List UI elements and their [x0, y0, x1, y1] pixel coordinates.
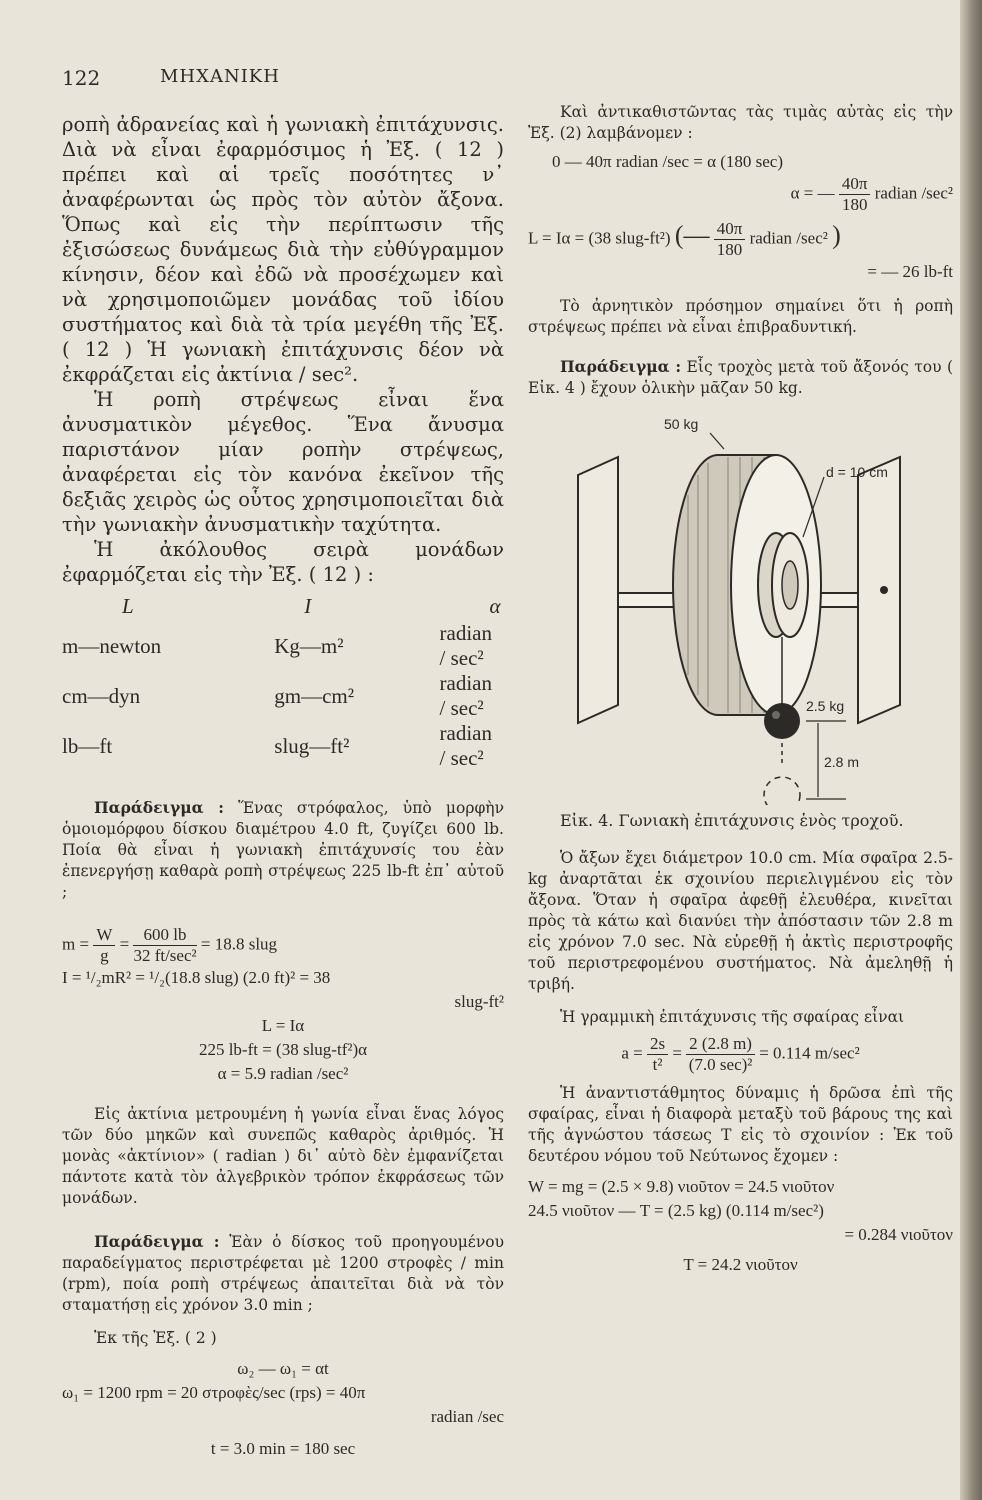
equation-inertia: I = ¹/₂mR² = ¹/₂(18.8 slug) (2.0 ft)² = 38 [62, 968, 331, 987]
eq-num: 600 lb [133, 925, 196, 946]
example-text: Ἐὰν ὁ δίσκος τοῦ προηγουμένου παραδείγματος περιστρέφεται μὲ 1200 στροφὲς / min (rpm), ποία ροπὴ στρέψεως ἀπαιτεῖται διὰ νὰ τὸν σταματήσῃ εἰς χρόνον 3.0 min ; [62, 1233, 505, 1314]
equation: 0 — 40π radian /sec = α (180 sec) [552, 152, 784, 171]
equation-omega: ω₂ — ω₁ = αt [237, 1359, 329, 1378]
eq-num: 40π [714, 219, 746, 240]
eq-part: α = — [790, 183, 835, 203]
ball [764, 703, 800, 739]
paragraph: Ἡ ἀκόλουθος σειρὰ μονάδων ἐφαρμόζεται εἰς τὴν Ἐξ. ( 12 ) : [62, 538, 504, 586]
eq-part: m = [62, 934, 90, 954]
page-edge [960, 0, 982, 1500]
example-label: Παράδειγμα : [94, 798, 224, 817]
example-text: Ἕνας στρόφαλος, ὑπὸ μορφὴν ὁμοιομόρφου δίσκου διαμέτρου 4.0 ft, ζυγίζει 600 lb. Ποία θὰ εἶναι ἡ γωνιακὴ ἐπιτάχυνσίς του ἐὰν ἐπενεργήσῃ καθαρὰ ροπὴ στρέψεως 225 lb-ft ἐπ᾽ αὐτοῦ ; [62, 799, 505, 901]
paren-open: (— [674, 220, 710, 250]
units-table [62, 591, 504, 771]
units-header-alpha: α [489, 593, 501, 618]
example-label: Παράδειγμα : [560, 357, 682, 376]
label-distance: 2.8 m [824, 754, 860, 770]
paragraph: Ἡ ἀναντιστάθμητος δύναμις ἡ δρῶσα ἐπὶ τῆς σφαίρας, εἶναι ἡ διαφορὰ μεταξὺ τοῦ βάρους της καὶ τῆς ἀγνώστου τάσεως T εἰς τὸ σχοινίον : Ἐκ τοῦ δευτέρου νόμου τοῦ Νεύτωνος ἔχομεν : [528, 1084, 953, 1165]
eq-den: 180 [716, 240, 743, 259]
equation-alpha: α = 5.9 radian /sec² [217, 1064, 349, 1083]
example-label: Παράδειγμα : [94, 1232, 220, 1251]
table-cell: cm—dyn [62, 683, 141, 708]
table-cell: radian / sec² [439, 721, 492, 770]
equation-mass [62, 925, 504, 966]
paragraph: ροπὴ ἀδρανείας καὶ ἡ γωνιακὴ ἐπιτάχυνσις. Διὰ νὰ εἶναι ἐφαρμόσιμος ἡ Ἐξ. ( 12 ) πρέπει καὶ αἱ τρεῖς ποσότητες ν᾽ ἀναφέρωνται ὡς πρὸς τὸν αὐτὸν ἄξονα. Ὅπως καὶ εἰς τὴν περίπτωσιν τῆς ἐξισώσεως δυνάμεως διὰ τὴν εὐθύγραμμον κίνησιν, δέον καὶ ἐδῶ νὰ προσέχωμεν καὶ νὰ χρησιμοποιῶμεν μονάδας τοῦ ἰδίου συστήματος καὶ διὰ τὰ τρία μεγέθη τῆς Ἐξ. ( 12 ) Ἡ γωνιακὴ ἐπιτάχυνσις δέον νὰ ἐκφράζεται εἰς ἀκτίνια / sec². [62, 113, 504, 386]
ball-highlight [772, 711, 780, 719]
fraction [133, 925, 196, 966]
paragraph: Ἡ ροπὴ στρέψεως εἶναι ἕνα ἀνυσματικὸν μέγεθος. Ἕνα ἄνυσμα παριστάνον μίαν ροπὴν στρέψεως, ἀναφέρεται εἰς τὸν κανόνα ἐκεῖνον τῆς δεξιᾶς χειρὸς ὡς οὗτος χρησιμοποιεῖται διὰ τὴν γωνιακὴν ἀνυσματικὴν ταχύτητα. [62, 388, 504, 536]
example-text: Εἷς τροχὸς μετὰ τοῦ ἄξονός του ( Εἰκ. 4 ) ἔχουν ὁλικὴν μᾶζαν 50 kg. [528, 358, 953, 397]
eq-part: L = Iα = (38 slug-ft²) [528, 228, 671, 248]
equation-tension: 24.5 νιοῦτον — T = (2.5 kg) (0.114 m/sec²) [528, 1201, 824, 1220]
paragraph: Ἐκ τῆς Ἐξ. ( 2 ) [94, 1329, 217, 1347]
eq-part: = 0.114 m/sec² [759, 1043, 860, 1063]
equation-weight: W = mg = (2.5 × 9.8) νιοῦτον = 24.5 νιοῦτον [528, 1177, 835, 1196]
ball-final-position [764, 777, 800, 805]
equation-substitution: 225 lb-ft = (38 slug-tf²)α [198, 1040, 368, 1059]
label-axle-diameter: d = 10 cm [826, 464, 888, 480]
eq-den: 180 [841, 195, 868, 214]
fraction [93, 925, 115, 966]
eq-num: W [93, 925, 115, 946]
paragraph: Ὁ ἄξων ἔχει διάμετρον 10.0 cm. Μία σφαῖρα 2.5-kg ἀναρτᾶται ἐκ σχοινίου περιελιγμένου εἰς τὸν ἄξονα. Ὅταν ἡ σφαῖρα ἀφεθῇ ἐλευθέρα, κινεῖται πρὸς τὰ κάτω καὶ διανύει τὴν ἀπόστασιν τῶν 2.8 m εἰς χρόνον 7.0 sec. Νὰ εὑρεθῇ ἡ ἀκτὶς περιστροφῆς τοῦ περιστρεφομένου συστήματος. Νὰ ἀμεληθῇ ἡ τριβή. [528, 849, 953, 993]
eq-part: radian /sec² [874, 183, 953, 203]
table-row [62, 621, 504, 671]
leader-mass [710, 433, 724, 449]
table-cell: radian / sec² [439, 671, 492, 720]
left-column [62, 112, 504, 1461]
eq-equals: = [672, 1043, 682, 1063]
eq-part: = 18.8 slug [200, 934, 278, 954]
example-2 [62, 1231, 504, 1316]
fraction [647, 1034, 668, 1075]
wheel-figure [528, 405, 953, 805]
equation-alpha [528, 174, 953, 215]
equation-tension-result: = 0.284 νιοῦτον [844, 1225, 953, 1244]
equation-omega1-unit: radian /sec [430, 1407, 504, 1426]
left-support [578, 457, 618, 723]
right-column [528, 102, 953, 1277]
table-cell: m—newton [62, 633, 162, 658]
table-cell: gm—cm² [274, 683, 355, 708]
equation-time: t = 3.0 min = 180 sec [210, 1439, 356, 1458]
units-header-L: L [122, 593, 134, 618]
equation-T: T = 24.2 νιοῦτον [683, 1255, 798, 1274]
hub-center [782, 561, 798, 609]
table-row [62, 671, 504, 721]
equation-torque [528, 219, 953, 260]
eq-den: g [100, 946, 109, 965]
table-cell: lb—ft [62, 733, 113, 758]
eq-den: (7.0 sec)² [688, 1055, 753, 1074]
eq-part: a = [621, 1043, 643, 1063]
table-cell: Kg—m² [274, 633, 344, 658]
equation-omega1: ω₁ = 1200 rpm = 20 στροφὲς/sec (rps) = 40π [62, 1383, 366, 1402]
eq-part: = [119, 934, 130, 954]
running-header: ΜΗΧΑΝΙΚΗ [160, 66, 280, 87]
table-cell: slug—ft² [274, 733, 350, 758]
eq-num: 2 (2.8 m) [686, 1034, 755, 1055]
example-3 [528, 356, 953, 399]
paren-close: ) [832, 220, 841, 250]
units-header-I: I [304, 593, 312, 618]
example-1 [62, 797, 504, 903]
paragraph: Τὸ ἀρνητικὸν πρόσημον σημαίνει ὅτι ἡ ροπὴ στρέψεως πρέπει νὰ εἶναι ἐπιβραδυντική. [528, 297, 953, 336]
page-number: 122 [62, 66, 101, 90]
equation-result: = — 26 lb-ft [867, 262, 953, 281]
eq-den: 32 ft/sec² [133, 946, 197, 965]
fraction [714, 219, 746, 260]
eq-num: 2s [647, 1034, 668, 1055]
eq-num: 40π [839, 174, 871, 195]
paragraph: Ἡ γραμμικὴ ἐπιτάχυνσις τῆς σφαίρας εἶναι [560, 1008, 905, 1026]
label-wheel-mass: 50 kg [664, 416, 699, 432]
figure-caption: Εἰκ. 4. Γωνιακὴ ἐπιτάχυνσις ἑνὸς τροχοῦ. [560, 811, 904, 830]
right-support [858, 457, 900, 723]
equation-inertia-unit: slug-ft² [454, 992, 504, 1011]
equation-accel [528, 1034, 953, 1075]
eq-part: radian /sec² [749, 228, 828, 248]
paragraph: Καὶ ἀντικαθιστῶντας τὰς τιμὰς αὐτὰς εἰς τὴν Ἐξ. (2) λαμβάνομεν : [528, 103, 953, 142]
equation-newton-rot: L = Iα [261, 1016, 305, 1035]
paragraph: Εἰς ἀκτίνια μετρουμένη ἡ γωνία εἶναι ἕνας λόγος τῶν δύο μηκῶν καὶ συνεπῶς καθαρὸς ἀριθμός. Ἡ μονὰς «ἀκτίνιον» ( radian ) δι᾽ αὐτὸ δὲν ἐμφανίζεται πάντοτε κατὰ τὸν ἀλγεβρικὸν τρόπον ἐκφράσεως τῶν μονάδων. [62, 1105, 504, 1207]
axle-hole [880, 586, 888, 594]
table-cell: radian / sec² [439, 621, 492, 670]
fraction [839, 174, 871, 215]
table-row [62, 721, 504, 771]
label-ball-mass: 2.5 kg [806, 698, 845, 714]
fraction [686, 1034, 755, 1075]
eq-den: t² [652, 1055, 663, 1074]
